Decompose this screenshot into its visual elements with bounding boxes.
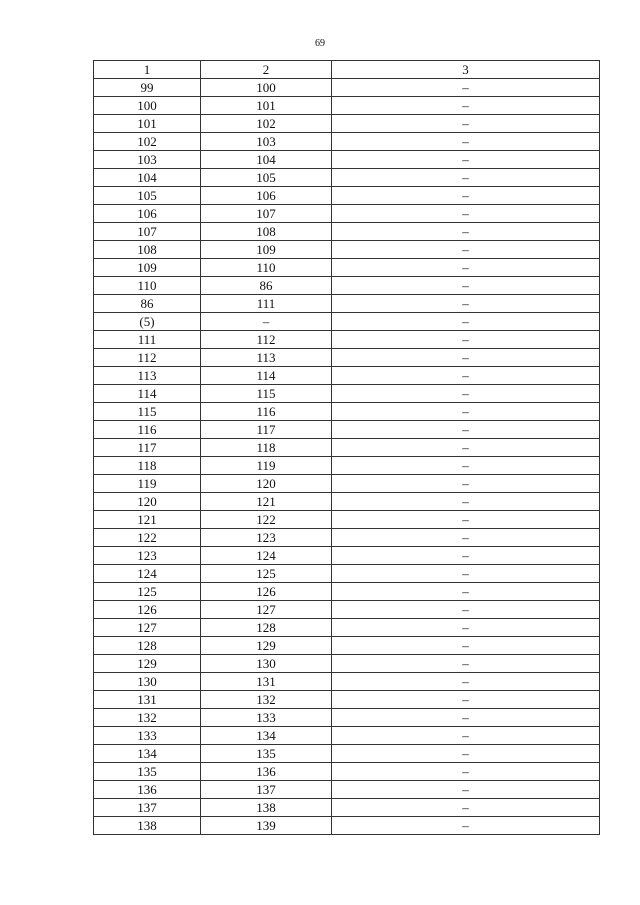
table-row [94,313,600,331]
page-number: 69 [315,38,325,49]
table-cell-col-3: – [332,277,600,295]
table-cell-col-2: 133 [201,709,332,727]
table-cell-col-1: 86 [94,295,201,313]
table-header-row [94,61,600,79]
table-cell-col-3: – [332,295,600,313]
table-cell-col-1: 101 [94,115,201,133]
table-cell-col-3: – [332,169,600,187]
table-cell-col-1: 122 [94,529,201,547]
table-row [94,493,600,511]
table-cell-col-1: 134 [94,745,201,763]
table-cell-col-1: 125 [94,583,201,601]
table-cell-col-1: 118 [94,457,201,475]
table-row [94,439,600,457]
table-row [94,385,600,403]
table-row [94,349,600,367]
table-cell-col-2: 101 [201,97,332,115]
table-cell-col-3: – [332,781,600,799]
table-cell-col-1: 116 [94,421,201,439]
table-cell-col-3: – [332,799,600,817]
table-row [94,799,600,817]
table-cell-col-3: – [332,349,600,367]
table-row [94,421,600,439]
table-row [94,475,600,493]
table-cell-col-3: – [332,115,600,133]
table-cell-col-2: 113 [201,349,332,367]
table-cell-col-1: 126 [94,601,201,619]
table-row [94,133,600,151]
table-cell-col-3: – [332,439,600,457]
table-cell-col-3: – [332,457,600,475]
table-cell-col-1: 103 [94,151,201,169]
table-cell-col-3: – [332,601,600,619]
table-cell-col-1: 120 [94,493,201,511]
table-cell-col-3: – [332,151,600,169]
table-cell-col-1: 99 [94,79,201,97]
table-cell-col-3: – [332,709,600,727]
table-cell-col-1: 124 [94,565,201,583]
table-cell-col-1: 131 [94,691,201,709]
table-row [94,205,600,223]
table-cell-col-2: 132 [201,691,332,709]
table-cell-col-1: 114 [94,385,201,403]
table-cell-col-3: – [332,367,600,385]
table-cell-col-1: 137 [94,799,201,817]
table-row [94,727,600,745]
column-header-1: 1 [94,61,201,79]
table-cell-col-3: – [332,763,600,781]
table-cell-col-2: 121 [201,493,332,511]
table-row [94,115,600,133]
table-cell-col-3: – [332,817,600,835]
table-cell-col-2: 86 [201,277,332,295]
table-row [94,241,600,259]
table-cell-col-3: – [332,637,600,655]
table-cell-col-1: 100 [94,97,201,115]
table-cell-col-3: – [332,223,600,241]
table-cell-col-2: 126 [201,583,332,601]
table-cell-col-3: – [332,691,600,709]
table-cell-col-1: 132 [94,709,201,727]
table-cell-col-2: 123 [201,529,332,547]
table-cell-col-3: – [332,241,600,259]
table-cell-col-1: 115 [94,403,201,421]
table-cell-col-2: 134 [201,727,332,745]
table-cell-col-3: – [332,529,600,547]
table-cell-col-1: 111 [94,331,201,349]
table-cell-col-3: – [332,655,600,673]
table-row [94,331,600,349]
table-cell-col-1: 119 [94,475,201,493]
table-row [94,601,600,619]
table-row [94,511,600,529]
column-header-2: 2 [201,61,332,79]
table-row [94,367,600,385]
table-cell-col-2: 115 [201,385,332,403]
table-cell-col-2: 105 [201,169,332,187]
table-row [94,151,600,169]
table-cell-col-2: 136 [201,763,332,781]
table-row [94,223,600,241]
table-cell-col-3: – [332,493,600,511]
table-cell-col-2: 112 [201,331,332,349]
table-cell-col-3: – [332,79,600,97]
table-cell-col-2: 104 [201,151,332,169]
table-cell-col-2: 102 [201,115,332,133]
table-cell-col-1: 108 [94,241,201,259]
table-cell-col-2: 138 [201,799,332,817]
table-cell-col-3: – [332,205,600,223]
table-cell-col-1: 112 [94,349,201,367]
table-row [94,619,600,637]
table-row [94,655,600,673]
table-cell-col-2: 127 [201,601,332,619]
column-header-3: 3 [332,61,600,79]
table-cell-col-1: 128 [94,637,201,655]
table-row [94,709,600,727]
table-row [94,565,600,583]
table-cell-col-1: 136 [94,781,201,799]
table-cell-col-1: 109 [94,259,201,277]
table-cell-col-2: 109 [201,241,332,259]
table-cell-col-2: 117 [201,421,332,439]
table-row [94,637,600,655]
table-cell-col-3: – [332,187,600,205]
table-cell-col-3: – [332,385,600,403]
table-cell-col-1: 133 [94,727,201,745]
data-table [93,60,600,835]
table-row [94,745,600,763]
table-row [94,277,600,295]
table-row [94,529,600,547]
table-row [94,295,600,313]
table-cell-col-2: 129 [201,637,332,655]
table-cell-col-1: 117 [94,439,201,457]
table-cell-col-2: 135 [201,745,332,763]
table-row [94,781,600,799]
table-row [94,817,600,835]
table-cell-col-1: 121 [94,511,201,529]
table-cell-col-2: 139 [201,817,332,835]
table-cell-col-3: – [332,133,600,151]
table-cell-col-3: – [332,331,600,349]
table-row [94,79,600,97]
table-cell-col-2: – [201,313,332,331]
table-cell-col-1: 127 [94,619,201,637]
table-cell-col-2: 110 [201,259,332,277]
table-cell-col-3: – [332,619,600,637]
table-cell-col-1: (5) [94,313,201,331]
table-row [94,187,600,205]
table-cell-col-2: 122 [201,511,332,529]
table-cell-col-2: 124 [201,547,332,565]
table-cell-col-1: 130 [94,673,201,691]
table-cell-col-1: 106 [94,205,201,223]
table-cell-col-3: – [332,547,600,565]
table-cell-col-1: 135 [94,763,201,781]
table-cell-col-1: 107 [94,223,201,241]
table-cell-col-3: – [332,565,600,583]
table-cell-col-3: – [332,475,600,493]
table-cell-col-2: 114 [201,367,332,385]
table-row [94,169,600,187]
table-row [94,259,600,277]
table-cell-col-1: 102 [94,133,201,151]
table-cell-col-3: – [332,511,600,529]
table-cell-col-3: – [332,583,600,601]
table-cell-col-2: 118 [201,439,332,457]
table-cell-col-2: 119 [201,457,332,475]
table-cell-col-2: 100 [201,79,332,97]
table-cell-col-2: 131 [201,673,332,691]
table-cell-col-2: 128 [201,619,332,637]
table-cell-col-1: 138 [94,817,201,835]
table-cell-col-2: 111 [201,295,332,313]
table-row [94,457,600,475]
table-cell-col-3: – [332,745,600,763]
table-cell-col-3: – [332,259,600,277]
table-cell-col-1: 129 [94,655,201,673]
table-cell-col-3: – [332,313,600,331]
table-cell-col-1: 123 [94,547,201,565]
table-cell-col-2: 108 [201,223,332,241]
table-cell-col-2: 107 [201,205,332,223]
table-cell-col-1: 110 [94,277,201,295]
table-cell-col-3: – [332,97,600,115]
table-cell-col-1: 105 [94,187,201,205]
table-cell-col-3: – [332,673,600,691]
table-row [94,583,600,601]
table-cell-col-2: 137 [201,781,332,799]
table-row [94,763,600,781]
table-cell-col-3: – [332,421,600,439]
table-row [94,97,600,115]
table-row [94,547,600,565]
table-cell-col-2: 103 [201,133,332,151]
table-row [94,691,600,709]
table-body [94,79,600,835]
table-cell-col-2: 125 [201,565,332,583]
table-cell-col-1: 113 [94,367,201,385]
table-row [94,403,600,421]
table-cell-col-3: – [332,403,600,421]
table-cell-col-1: 104 [94,169,201,187]
table-row [94,673,600,691]
table-cell-col-2: 130 [201,655,332,673]
table-cell-col-3: – [332,727,600,745]
table-cell-col-2: 120 [201,475,332,493]
table-cell-col-2: 106 [201,187,332,205]
table-cell-col-2: 116 [201,403,332,421]
